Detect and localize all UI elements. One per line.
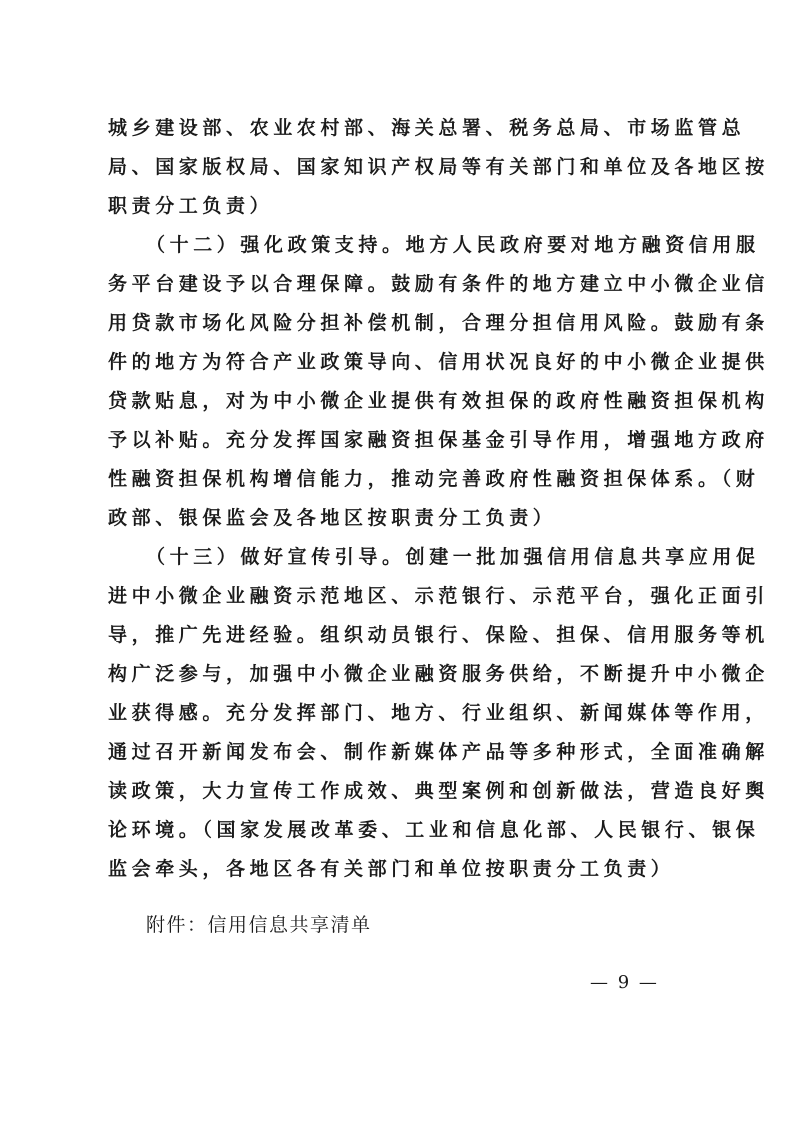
body-line-7: 件的地方为符合产业政策导向、信用状况良好的中小微企业提供 bbox=[108, 351, 769, 373]
body-line-15: 构广泛参与，加强中小微企业融资服务供给，不断提升中小微企 bbox=[108, 663, 769, 685]
body-line-16: 业获得感。充分发挥部门、地方、行业组织、新闻媒体等作用， bbox=[108, 702, 769, 724]
body-line-6: 用贷款市场化风险分担补偿机制，合理分担信用风险。鼓励有条 bbox=[108, 312, 769, 334]
body-line-8: 贷款贴息，对为中小微企业提供有效担保的政府性融资担保机构 bbox=[108, 390, 769, 412]
body-line-14: 导，推广先进经验。组织动员银行、保险、担保、信用服务等机 bbox=[108, 624, 769, 646]
section-13-heading-line: （十三）做好宣传引导。创建一批加强信用信息共享应用促 bbox=[146, 546, 760, 568]
body-line-11: 政部、银保监会及各地区按职责分工负责） bbox=[108, 507, 557, 529]
page-number: — 9 — bbox=[590, 972, 659, 993]
body-line-9: 予以补贴。充分发挥国家融资担保基金引导作用，增强地方政府 bbox=[108, 429, 769, 451]
body-line-17: 通过召开新闻发布会、制作新媒体产品等多种形式，全面准确解 bbox=[108, 741, 769, 763]
body-line-10: 性融资担保机构增信能力，推动完善政府性融资担保体系。（财 bbox=[108, 468, 760, 490]
body-line-20: 监会牵头，各地区各有关部门和单位按职责分工负责） bbox=[108, 858, 675, 880]
attachment-note: 附件：信用信息共享清单 bbox=[146, 914, 372, 936]
body-line-2: 局、国家版权局、国家知识产权局等有关部门和单位及各地区按 bbox=[108, 156, 769, 178]
body-line-18: 读政策，大力宣传工作成效、典型案例和创新做法，营造良好舆 bbox=[108, 780, 769, 802]
body-line-19: 论环境。（国家发展改革委、工业和信息化部、人民银行、银保 bbox=[108, 819, 760, 841]
body-line-13: 进中小微企业融资示范地区、示范银行、示范平台，强化正面引 bbox=[108, 585, 769, 607]
body-line-3: 职责分工负责） bbox=[108, 195, 274, 217]
section-12-heading-line: （十二）强化政策支持。地方人民政府要对地方融资信用服 bbox=[146, 234, 760, 256]
body-line-1: 城乡建设部、农业农村部、海关总署、税务总局、市场监管总 bbox=[108, 117, 746, 139]
body-line-5: 务平台建设予以合理保障。鼓励有条件的地方建立中小微企业信 bbox=[108, 273, 769, 295]
